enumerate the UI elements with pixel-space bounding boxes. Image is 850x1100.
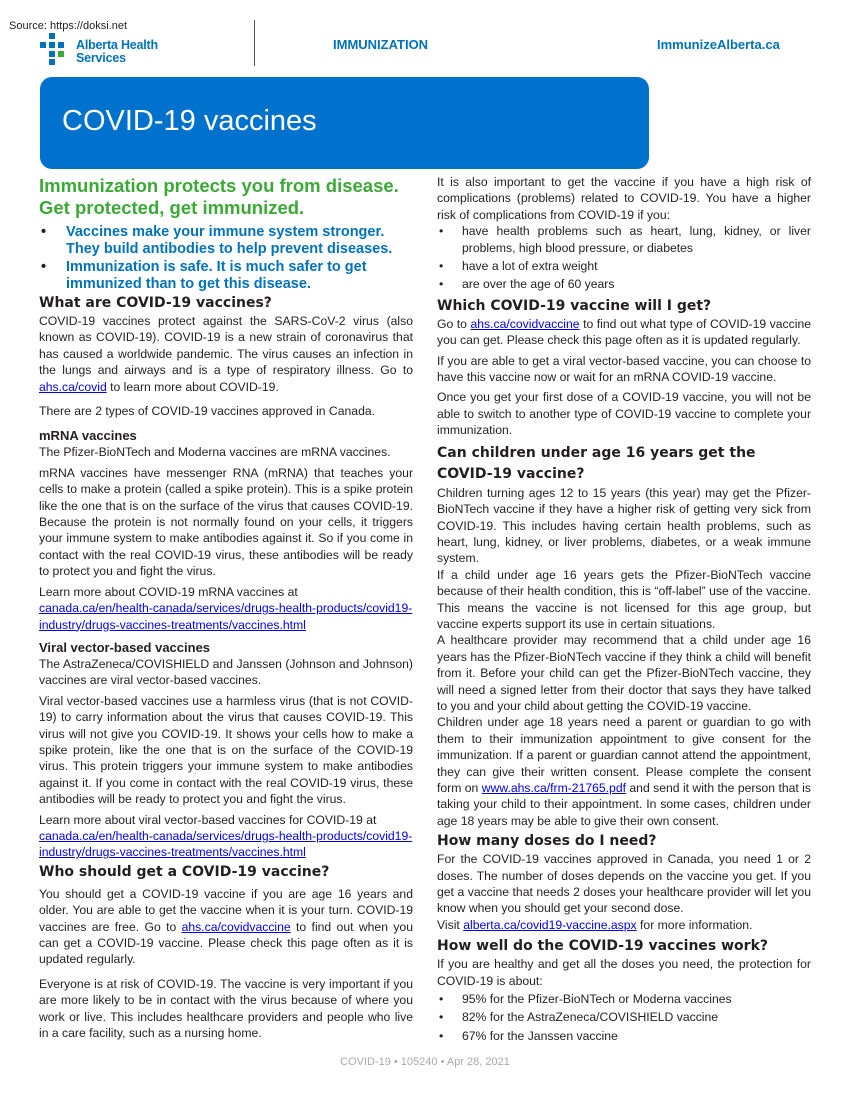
which-paragraph-2: If you are able to get a viral vector-based vaccine, you can choose to have this vaccine now or wait for an mRNA COVID-19 vaccine. — [437, 353, 811, 385]
which-paragraph-1: Go to ahs.ca/covidvaccine to find out what type of COVID-19 vaccine you can get. Please check this page often as it is updated regularly. — [437, 316, 811, 348]
effectiveness-paragraph: If you are healthy and get all the doses you need, the protection for COVID-19 is about: — [437, 957, 811, 988]
section-heading-what: What are COVID-19 vaccines? — [39, 295, 272, 311]
list-item: • have a lot of extra weight — [437, 258, 811, 274]
what-paragraph: COVID-19 vaccines protect against the SARS-CoV-2 virus (also known as COVID-19). COVID-19 is a new strain of coronavirus that has caused a worldwide pandemic. The virus causes an infection in the lungs and airways and is a type of respiratory illness. Go to ahs.ca/covid to learn more about COVID-19. — [39, 314, 413, 394]
ahs-logo — [40, 33, 158, 65]
subheading-mrna: mRNA vaccines — [39, 428, 137, 444]
left-column — [39, 175, 413, 1041]
children-paragraph-2: If a child under age 16 years gets the Pfizer-BioNTech vaccine because of their health condition, this is “off-label” use of the vaccine. This means the vaccine is not licensed for this age group, but vaccine experts support its use in certain situations. — [437, 567, 811, 631]
consent-form-link[interactable]: www.ahs.ca/frm-21765.pdf — [481, 781, 627, 795]
doses-paragraph-1: For the COVID-19 vaccines approved in Canada, you need 1 or 2 doses. The number of doses depends on the vaccine you get. If you get a vaccine that needs 2 doses your healthcare provider will let you know when you should get your second dose. — [437, 852, 811, 916]
section-heading-who: Who should get a COVID-19 vaccine? — [39, 863, 330, 880]
section-heading-doses: How many doses do I need? — [437, 833, 657, 850]
ahs-covidvaccine-link-2[interactable]: ahs.ca/covidvaccine — [470, 316, 580, 331]
section-heading-children: Can children under age 16 years get the COVID-19 vaccine? — [437, 444, 756, 482]
header-website: ImmunizeAlberta.ca — [657, 37, 780, 52]
canada-vaccines-link[interactable]: canada.ca/en/health-canada/services/drugs-health-products/covid19-industry/drugs-vaccines-treatments/vaccines.html — [39, 601, 413, 632]
section-heading-which: Which COVID-19 vaccine will I get? — [437, 297, 712, 314]
key-points-list — [39, 224, 413, 293]
viral-paragraph-1: The AstraZeneca/COVISHIELD and Janssen (Johnson and Johnson) vaccines are viral vector-based vaccines. — [39, 656, 413, 688]
logo-text — [76, 39, 158, 65]
effectiveness-list — [437, 991, 811, 1044]
mrna-paragraph-2: mRNA vaccines have messenger RNA (mRNA) that teaches your cells to make a protein (called a spike protein). This is a spike protein like the one that is on the surface of the virus that causes COVID-19. Because the protein is not normally found on your cells, it triggers your immune system to make antibodies against it. So if you come in contact with the real COVID-19 virus, these antibodies will be ready to protect you and fight the virus. — [39, 465, 413, 579]
doses-paragraph-2: Visit alberta.ca/covid19-vaccine.aspx for more information. — [437, 917, 753, 932]
key-point: • Vaccines make your immune system stronger. They build antibodies to help prevent diseases. — [39, 224, 413, 258]
right-column — [437, 174, 811, 1044]
children-paragraph-3: A healthcare provider may recommend that a child under age 16 years has the Pfizer-BioNTech vaccine if they think a child will benefit from it. Before your child can get the Pfizer-BioNTech vaccine, they will need a signed letter from their doctor that says they have talked to you and your child about getting the COVID-19 vaccine. — [437, 633, 811, 713]
header-category: IMMUNIZATION — [333, 37, 429, 52]
ahs-cross-icon — [40, 33, 70, 65]
source-note: Source: https://doksi.net — [9, 20, 128, 32]
section-heading-effectiveness: How well do the COVID-19 vaccines work? — [437, 938, 769, 955]
which-paragraph-3: Once you get your first dose of a COVID-19 vaccine, you will not be able to switch to another type of COVID-19 vaccine to complete your immunization. — [437, 390, 811, 438]
logo-line-1: Alberta Health — [76, 38, 158, 52]
ahs-covidvaccine-link[interactable]: ahs.ca/covidvaccine — [181, 919, 291, 934]
key-point: • Immunization is safe. It is much safer to get immunized than to get this disease. — [39, 259, 413, 293]
page-title: COVID-19 vaccines — [62, 105, 317, 137]
list-item: • are over the age of 60 years — [437, 276, 811, 292]
children-paragraph-4: Children under age 18 years need a parent or guardian to go with them to their immunization appointment to give consent for the immunization. If a parent or guardian cannot attend the appointment, they can give their written consent. Please complete the consent form on www.ahs.ca/frm-21765.pdf and send it with the person that is taking your child to their appointment. In some cases, children under age 18 years may be able to give their own consent. — [437, 715, 811, 828]
who-paragraph-2: Everyone is at risk of COVID-19. The vaccine is very important if you are more likely to be in contact with the virus because of where you work or live. This includes healthcare providers and people who live in a care facility, such as a nursing home. — [39, 976, 413, 1041]
list-item: • 67% for the Janssen vaccine — [437, 1028, 811, 1044]
logo-line-2: Services — [76, 51, 126, 65]
who-paragraph-3: It is also important to get the vaccine if you have a high risk of complications (problems) related to COVID-19. You have a higher risk of complications from COVID-19 if you: — [437, 175, 811, 222]
title-banner — [40, 77, 649, 169]
canada-vaccines-link-2[interactable]: canada.ca/en/health-canada/services/drugs-health-products/covid19-industry/drugs-vaccines-treatments/vaccines.html — [39, 828, 413, 860]
viral-paragraph-2: Viral vector-based vaccines use a harmless virus (that is not COVID-19) to carry information about the virus that causes COVID-19. This virus will not give you COVID-19. It shows your cells how to make a spike protein, like the one that is on the surface of the COVID-19 virus. This protein triggers your immune system to make antibodies against it. If you come in contact with the real COVID-19 virus, these antibodies will be ready to protect you and fight the virus. — [39, 693, 413, 807]
list-item: • 82% for the AstraZeneca/COVISHIELD vaccine — [437, 1009, 811, 1025]
page-footer: COVID-19 • 105240 • Apr 28, 2021 — [340, 1056, 510, 1068]
vaccine-types-paragraph: There are 2 types of COVID-19 vaccines approved in Canada. — [39, 404, 376, 419]
subheading-viral-vector: Viral vector-based vaccines — [39, 639, 211, 655]
ahs-covid-link[interactable]: ahs.ca/covid — [39, 379, 107, 394]
who-paragraph-1: You should get a COVID-19 vaccine if you are age 16 years and older. You are able to get the vaccine when it is your turn. COVID-19 vaccines are free. Go to ahs.ca/covidvaccine to find out when you can get a COVID-19 vaccine. Please check this page often as it is updated regularly. — [39, 886, 413, 967]
alberta-vaccine-link[interactable]: alberta.ca/covid19-vaccine.aspx — [463, 917, 637, 932]
children-paragraph-1: Children turning ages 12 to 15 years (this year) may get the Pfizer-BioNTech vaccine if they have a higher risk of getting very sick from COVID-19. This includes having certain health problems, such as heart, lung, kidney, or liver problems, diabetes, or a weak immune system. — [437, 485, 811, 566]
risk-list — [437, 223, 811, 293]
mrna-paragraph-3: Learn more about COVID-19 mRNA vaccines at canada.ca/en/health-canada/services/drugs-health-products/covid19-industry/drugs-vaccines-treatments/vaccines.html — [39, 584, 413, 632]
tagline: Immunization protects you from disease. Get protected, get immunized. — [39, 175, 399, 218]
viral-paragraph-3: Learn more about viral vector-based vaccines for COVID-19 at canada.ca/en/health-canada/services/drugs-health-products/covid19-industry/drugs-vaccines-treatments/vaccines.html — [39, 812, 413, 860]
list-item: • have health problems such as heart, lung, kidney, or liver problems, high blood pressure, or diabetes — [437, 223, 811, 256]
mrna-paragraph-1: The Pfizer-BioNTech and Moderna vaccines are mRNA vaccines. — [39, 445, 391, 460]
list-item: • 95% for the Pfizer-BioNTech or Moderna vaccines — [437, 991, 811, 1007]
header-divider — [254, 20, 255, 66]
